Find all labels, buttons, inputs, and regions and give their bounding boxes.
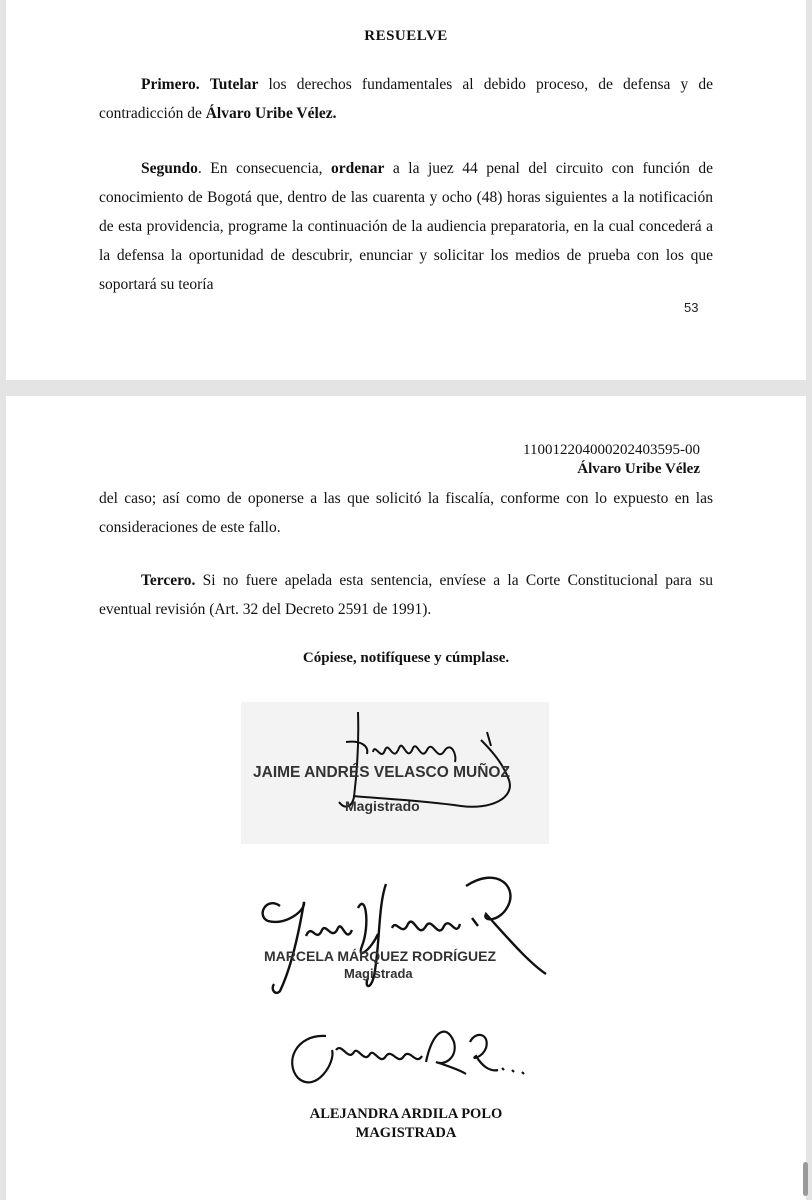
segundo-label: Segundo	[141, 160, 198, 177]
page-number: 53	[684, 300, 699, 315]
paragraph-primero	[99, 70, 713, 128]
signer-2-name: MARCELA MÁRQUEZ RODRÍGUEZ	[264, 948, 497, 964]
signer-3-title: MAGISTRADA	[355, 1125, 457, 1141]
primero-text: los derechos fundamentales al debido proceso, de defensa y de contradicción de	[99, 76, 714, 122]
segundo-verb: ordenar	[330, 160, 385, 177]
primero-label: Primero.	[141, 76, 200, 93]
document-page-53	[6, 0, 806, 380]
signer-2-title: Magistrada	[344, 966, 413, 981]
primero-verb: Tutelar	[209, 76, 259, 93]
document-page-54	[6, 396, 806, 1200]
signer-3-name: ALEJANDRA ARDILA POLO	[309, 1106, 503, 1122]
case-name: Álvaro Uribe Vélez	[577, 461, 700, 477]
signature-block-2	[246, 866, 566, 996]
signer-1-title: Magistrado	[345, 798, 420, 814]
paragraph-segundo	[99, 154, 713, 299]
paragraph-continuation: del caso; así como de oponerse a las que solicitó la fiscalía, conforme con lo expuesto en las consideraciones de este fallo.	[99, 490, 713, 536]
section-title: RESUELVE	[364, 28, 448, 44]
tercero-text: Si no fuere apelada esta sentencia, envíese a la Corte Constitucional para su eventual revisión (Art. 32 del Decreto 2591 de 1991).	[99, 572, 713, 618]
segundo-text2: a la juez 44 penal del circuito con función de conocimiento de Bogotá que, dentro de las cuarenta y ocho (48) horas siguientes a la notificación de esta providencia, programe la continuación de la audiencia preparatoria, en la cual concederá a la defensa la oportunidad de descubrir, enunciar y solicitar los medios de prueba con los que soportará su teoría	[99, 160, 714, 293]
case-number: 11001220400020240359​5-00	[523, 442, 700, 458]
segundo-text1: . En consecuencia,	[197, 160, 323, 177]
paragraph-tercero	[99, 566, 713, 624]
signer-1-name: JAIME ANDRÉS VELASCO MUÑOZ	[253, 764, 510, 781]
signature-block-1	[241, 702, 549, 844]
closing-formula: Cópiese, notifíquese y cúmplase.	[302, 650, 510, 666]
handwritten-signature-3	[276, 1022, 546, 1102]
primero-name: Álvaro Uribe Vélez.	[205, 105, 337, 122]
scrollbar[interactable]	[803, 1162, 808, 1196]
tercero-label: Tercero.	[141, 572, 196, 589]
